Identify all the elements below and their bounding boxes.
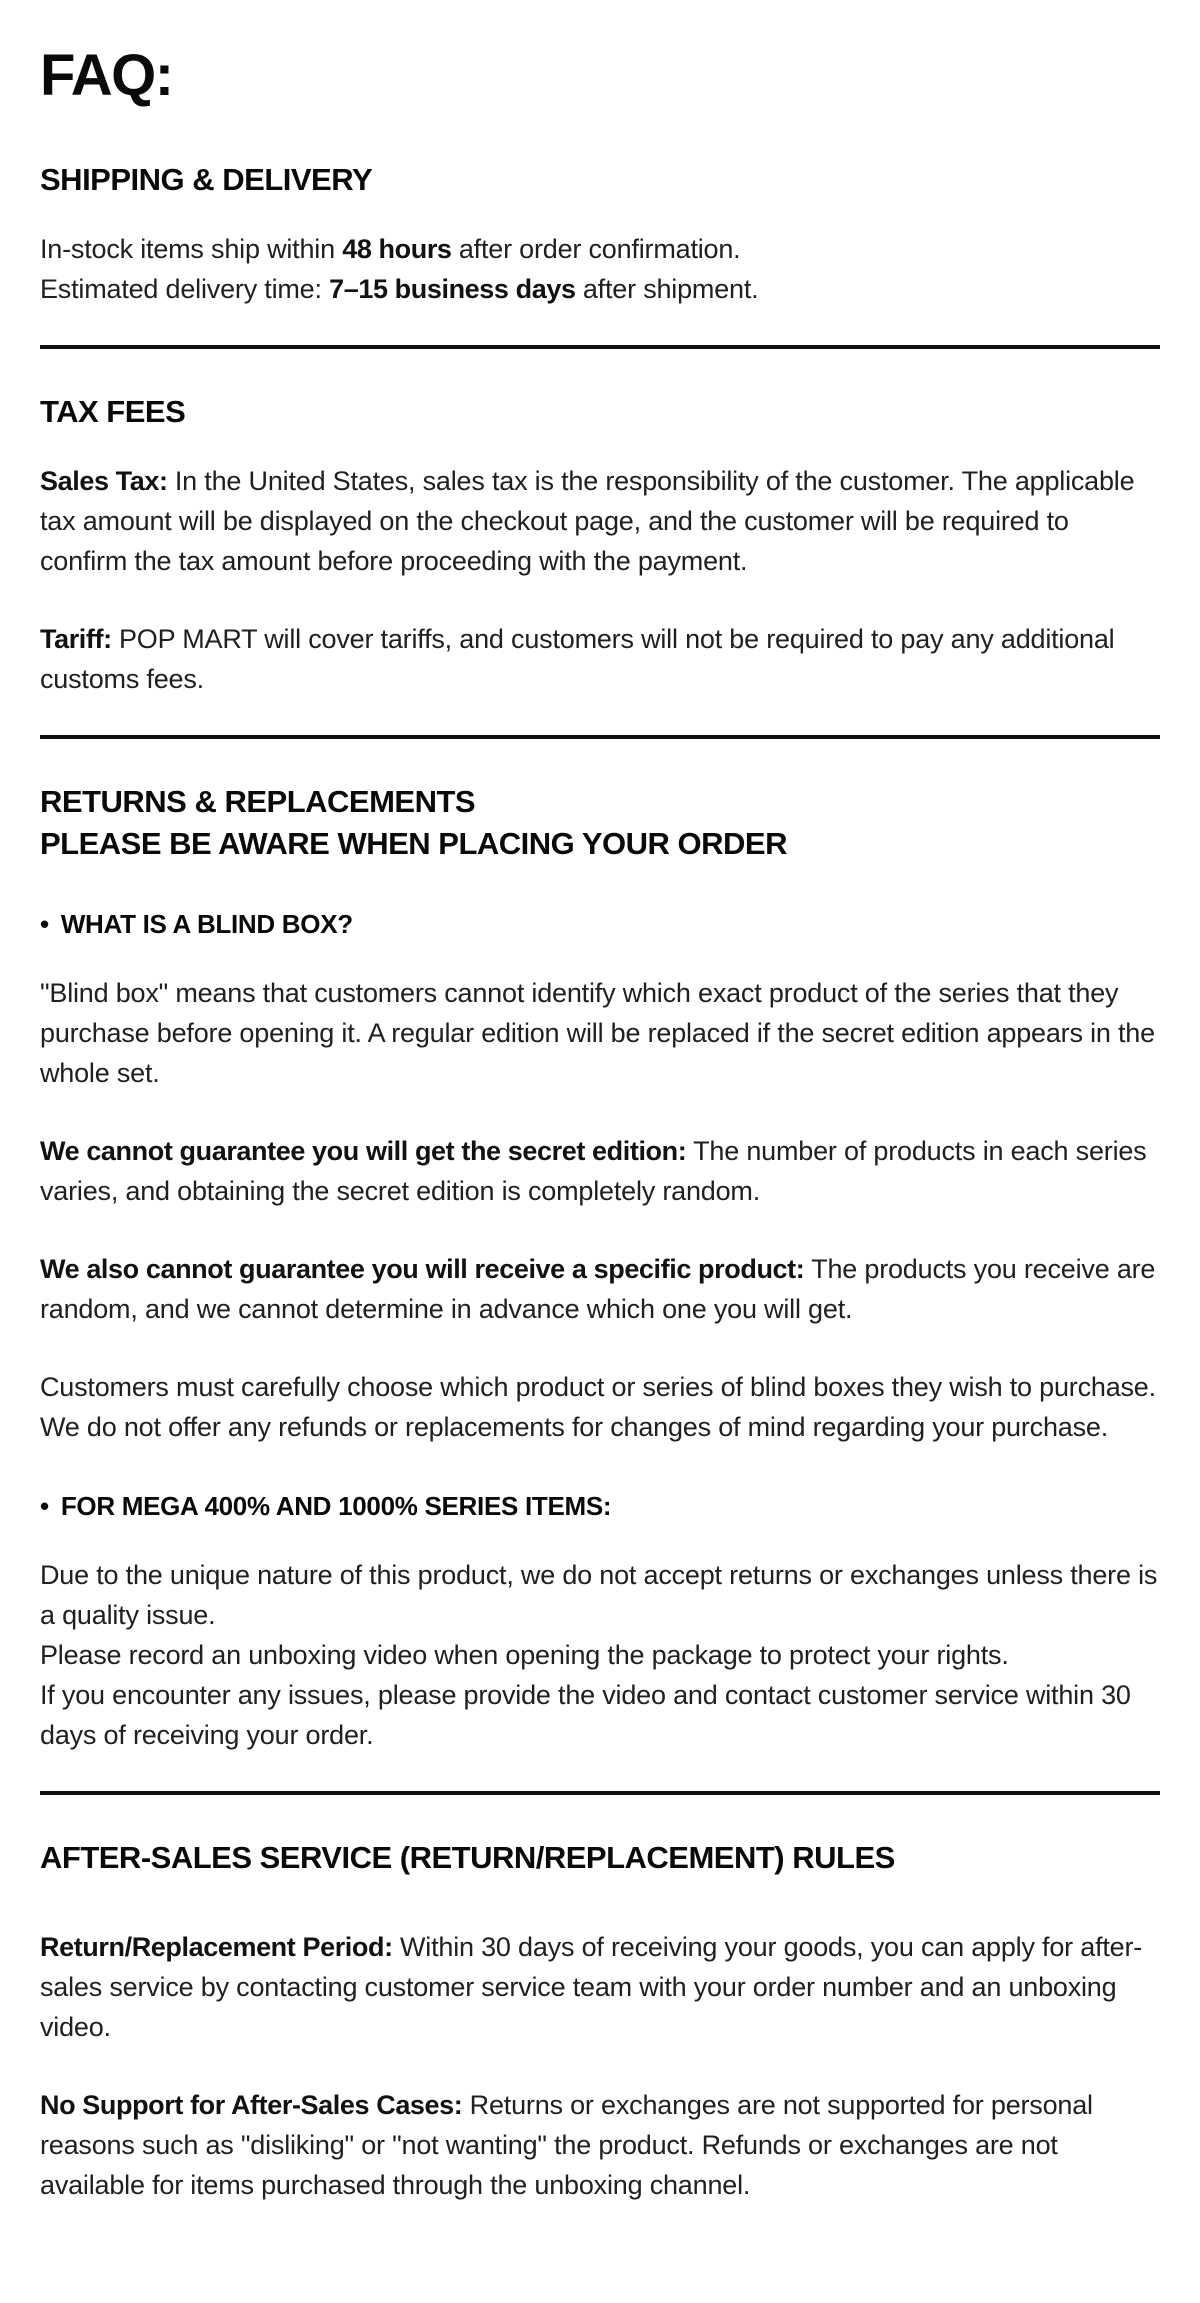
shipping-line2-bold: 7–15 business days xyxy=(329,273,576,304)
shipping-line2-post: after shipment. xyxy=(575,273,759,304)
shipping-paragraph xyxy=(40,229,1160,309)
section-divider xyxy=(40,345,1160,349)
section-tax-fees xyxy=(40,391,1160,699)
bullet-icon: • xyxy=(40,1490,49,1521)
tax-heading: TAX FEES xyxy=(40,393,186,429)
specific-product-paragraph xyxy=(40,1249,1160,1329)
tariff-label: Tariff: xyxy=(40,623,112,654)
page-title: FAQ: xyxy=(40,43,173,108)
secret-edition-text: The number of products in each series varies, and obtaining the secret edition is completely random. xyxy=(40,1135,1147,1206)
tariff-text: POP MART will cover tariffs, and customers will not be required to pay any additional customs fees. xyxy=(40,623,1115,694)
secret-edition-label: We cannot guarantee you will get the secret edition: xyxy=(40,1135,687,1166)
mega-series-line-3: If you encounter any issues, please provide the video and contact customer service within 30 days of receiving your order. xyxy=(40,1679,1131,1750)
shipping-line1-pre: In-stock items ship within xyxy=(40,233,343,264)
returns-heading-line-1: RETURNS & REPLACEMENTS xyxy=(40,783,476,819)
return-period-paragraph xyxy=(40,1927,1160,2047)
bullet-icon: • xyxy=(40,908,49,939)
blind-box-subheading xyxy=(40,907,1160,941)
blind-box-definition-paragraph: "Blind box" means that customers cannot identify which exact product of the series that they purchase before opening it. A regular edition will be replaced if the secret edition appears in the whole set. xyxy=(40,977,1155,1088)
secret-edition-paragraph xyxy=(40,1131,1160,1211)
choose-carefully-paragraph: Customers must carefully choose which product or series of blind boxes they wish to purchase. We do not offer any refunds or replacements for changes of mind regarding your purchase. xyxy=(40,1371,1156,1442)
return-period-label: Return/Replacement Period: xyxy=(40,1931,393,1962)
specific-product-label: We also cannot guarantee you will receive a specific product: xyxy=(40,1253,805,1284)
mega-series-subheading-label: FOR MEGA 400% AND 1000% SERIES ITEMS: xyxy=(60,1490,612,1521)
returns-heading xyxy=(40,781,1160,865)
shipping-line1-post: after order confirmation. xyxy=(451,233,741,264)
section-returns-replacements xyxy=(40,781,1160,1755)
section-shipping-delivery xyxy=(40,159,1160,309)
no-support-paragraph xyxy=(40,2085,1160,2205)
section-divider xyxy=(40,735,1160,739)
mega-series-line-2: Please record an unboxing video when opening the package to protect your rights. xyxy=(40,1639,1009,1670)
mega-series-paragraph xyxy=(40,1555,1160,1755)
sales-tax-paragraph xyxy=(40,461,1160,581)
returns-heading-line-2: PLEASE BE AWARE WHEN PLACING YOUR ORDER xyxy=(40,825,787,861)
shipping-line1-bold: 48 hours xyxy=(342,233,452,264)
shipping-line-2 xyxy=(40,269,1160,309)
tariff-paragraph xyxy=(40,619,1160,699)
specific-product-text: The products you receive are random, and we cannot determine in advance which one you will get. xyxy=(40,1253,1156,1324)
sales-tax-text: In the United States, sales tax is the responsibility of the customer. The applicable tax amount will be displayed on the checkout page, and the customer will be required to confirm the tax amount before proceeding with the payment. xyxy=(40,465,1135,576)
blind-box-subheading-label: WHAT IS A BLIND BOX? xyxy=(60,908,353,939)
section-divider xyxy=(40,1791,1160,1795)
no-support-label: No Support for After-Sales Cases: xyxy=(40,2089,463,2120)
shipping-heading: SHIPPING & DELIVERY xyxy=(40,161,373,197)
mega-series-subheading xyxy=(40,1489,1160,1523)
section-after-sales-rules xyxy=(40,1837,1160,2205)
aftersales-heading: AFTER-SALES SERVICE (RETURN/REPLACEMENT) RULES xyxy=(40,1839,895,1875)
sales-tax-label: Sales Tax: xyxy=(40,465,168,496)
return-period-text: Within 30 days of receiving your goods, you can apply for after-sales service by contacting customer service team with your order number and an unboxing video. xyxy=(40,1931,1143,2042)
mega-series-line-1: Due to the unique nature of this product, we do not accept returns or exchanges unless there is a quality issue. xyxy=(40,1559,1158,1630)
shipping-line-1 xyxy=(40,229,1160,269)
shipping-line2-pre: Estimated delivery time: xyxy=(40,273,330,304)
no-support-text: Returns or exchanges are not supported for personal reasons such as "disliking" or "not wanting" the product. Refunds or exchanges are not available for items purchased through the unboxing channel. xyxy=(40,2089,1093,2200)
